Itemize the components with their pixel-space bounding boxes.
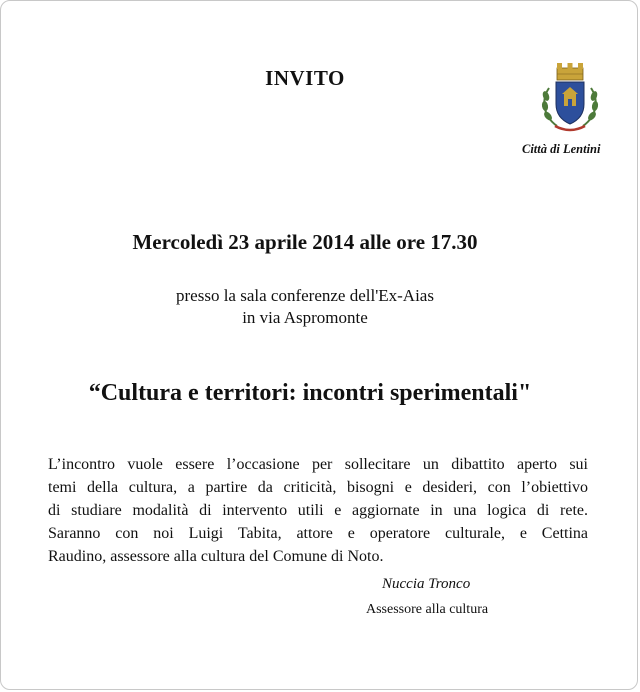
city-name: Città di Lentini [522, 142, 601, 156]
page-title: INVITO [265, 66, 345, 90]
signature-name: Nuccia Tronco [382, 576, 471, 592]
body-line: Raudino, assessore alla cultura del Comune di Noto. [48, 548, 384, 565]
body-line: L’incontro vuole essere l’occasione per sollecitare un dibattito aperto sui [48, 456, 588, 473]
body-line: temi della cultura, a partire da criticità, bisogni e desideri, con l’obiettivo [48, 479, 588, 496]
coat-of-arms-icon [535, 60, 605, 134]
venue-line: in via Aspromonte [242, 308, 368, 327]
event-venue [0, 285, 610, 329]
event-title: “Cultura e territori: incontri sperimentali" [88, 380, 532, 406]
body-paragraph [48, 453, 588, 568]
body-line: Saranno con noi Luigi Tabita, attore e operatore culturale, e Cettina [48, 525, 588, 542]
event-date: Mercoledì 23 aprile 2014 alle ore 17.30 [132, 230, 478, 254]
venue-line: presso la sala conferenze dell'Ex-Aias [176, 286, 434, 305]
signature-role: Assessore alla cultura [366, 602, 489, 617]
body-line: di studiare modalità di intervento utili e aggiornate in una logica di rete. [48, 502, 588, 519]
